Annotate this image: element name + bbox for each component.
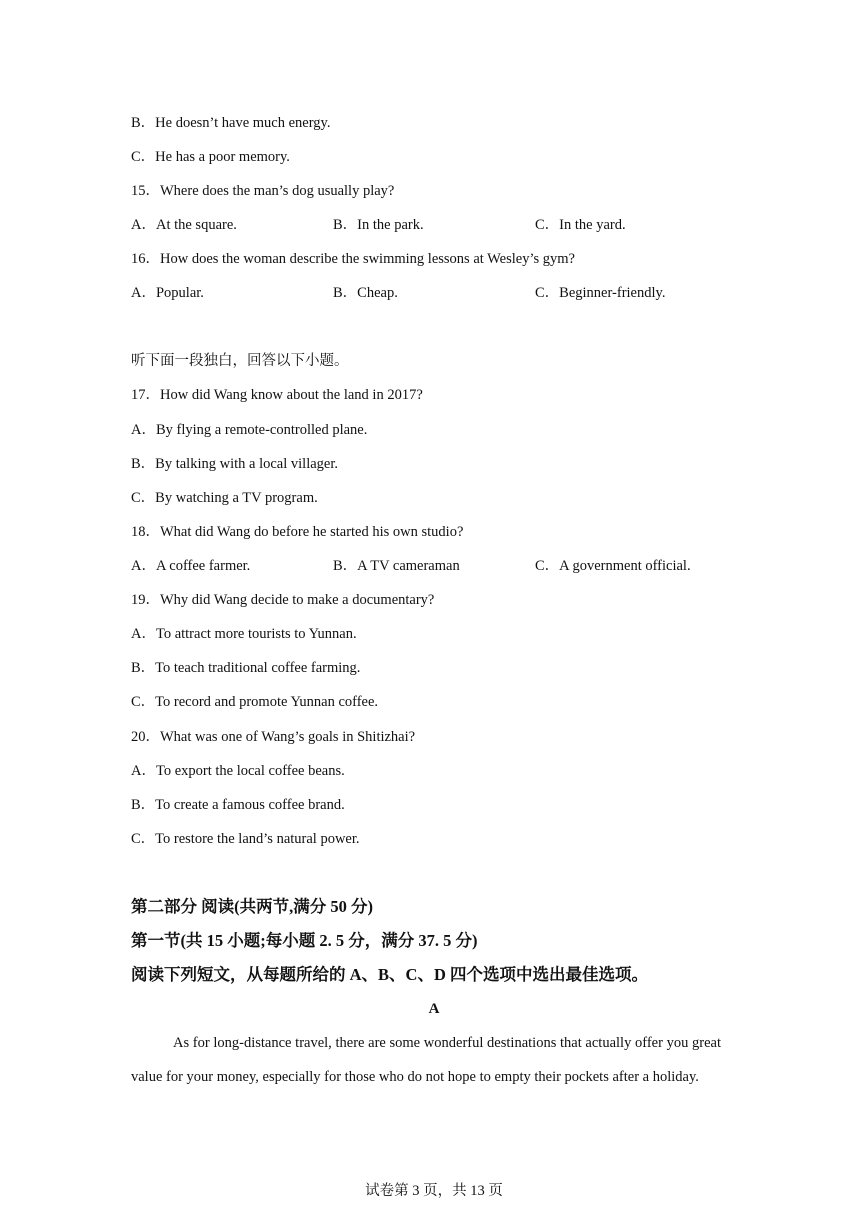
q19-option-a: A．To attract more tourists to Yunnan. (131, 626, 357, 642)
q15-options (131, 216, 771, 234)
q17-option-c: C．By watching a TV program. (131, 490, 318, 506)
q17-option-b: B．By talking with a local villager. (131, 456, 338, 472)
q20-stem: 20．What was one of Wang’s goals in Shitizhai? (131, 729, 416, 745)
monologue-instruction: 听下面一段独白，回答以下小题。 (131, 353, 349, 369)
page-footer: 试卷第 3 页，共 13 页 (365, 1183, 503, 1199)
reading-instruction: 阅读下列短文，从每题所给的 A、B、C、D 四个选项中选出最佳选项。 (131, 965, 649, 984)
q14-option-c: C．He has a poor memory. (131, 149, 290, 165)
section1-heading: 第一节(共 15 小题;每小题 2. 5 分，满分 37. 5 分) (131, 931, 478, 950)
q15-option-c: C．In the yard. (535, 217, 626, 233)
q18-option-c: C．A government official. (535, 558, 691, 574)
q18-option-a: A．A coffee farmer. (131, 558, 251, 574)
q16-stem: 16．How does the woman describe the swimming lessons at Wesley’s gym? (131, 251, 575, 267)
q17-option-a: A．By flying a remote-controlled plane. (131, 422, 368, 438)
q15-option-a: A．At the square. (131, 217, 237, 233)
part2-heading: 第二部分 阅读(共两节,满分 50 分) (131, 897, 373, 916)
q20-option-b: B．To create a famous coffee brand. (131, 797, 345, 813)
q19-option-c: C．To record and promote Yunnan coffee. (131, 694, 379, 710)
passage-a (131, 1026, 721, 1094)
q16-option-c: C．Beginner-friendly. (535, 285, 666, 301)
q19-option-b: B．To teach traditional coffee farming. (131, 660, 361, 676)
q15-stem: 15．Where does the man’s dog usually play? (131, 183, 395, 199)
q19-stem: 19．Why did Wang decide to make a documentary? (131, 592, 435, 608)
q18-stem: 18．What did Wang do before he started his own studio? (131, 524, 464, 540)
q16-option-a: A．Popular. (131, 285, 204, 301)
q20-option-a: A．To export the local coffee beans. (131, 763, 345, 779)
q15-option-b: B．In the park. (333, 217, 424, 233)
q14-option-b: B．He doesn’t have much energy. (131, 115, 331, 131)
q17-stem: 17．How did Wang know about the land in 2017? (131, 387, 423, 403)
q18-options (131, 557, 771, 575)
passage-title: A (428, 1001, 440, 1017)
q16-option-b: B．Cheap. (333, 285, 398, 301)
q20-option-c: C．To restore the land’s natural power. (131, 831, 360, 847)
q16-options (131, 284, 771, 302)
q18-option-b: B．A TV cameraman (333, 558, 460, 574)
passage-paragraph: As for long-distance travel, there are some wonderful destinations that actually offer you great value for your money, especially for those who do not hope to empty their pockets after a holiday. (131, 1035, 721, 1085)
